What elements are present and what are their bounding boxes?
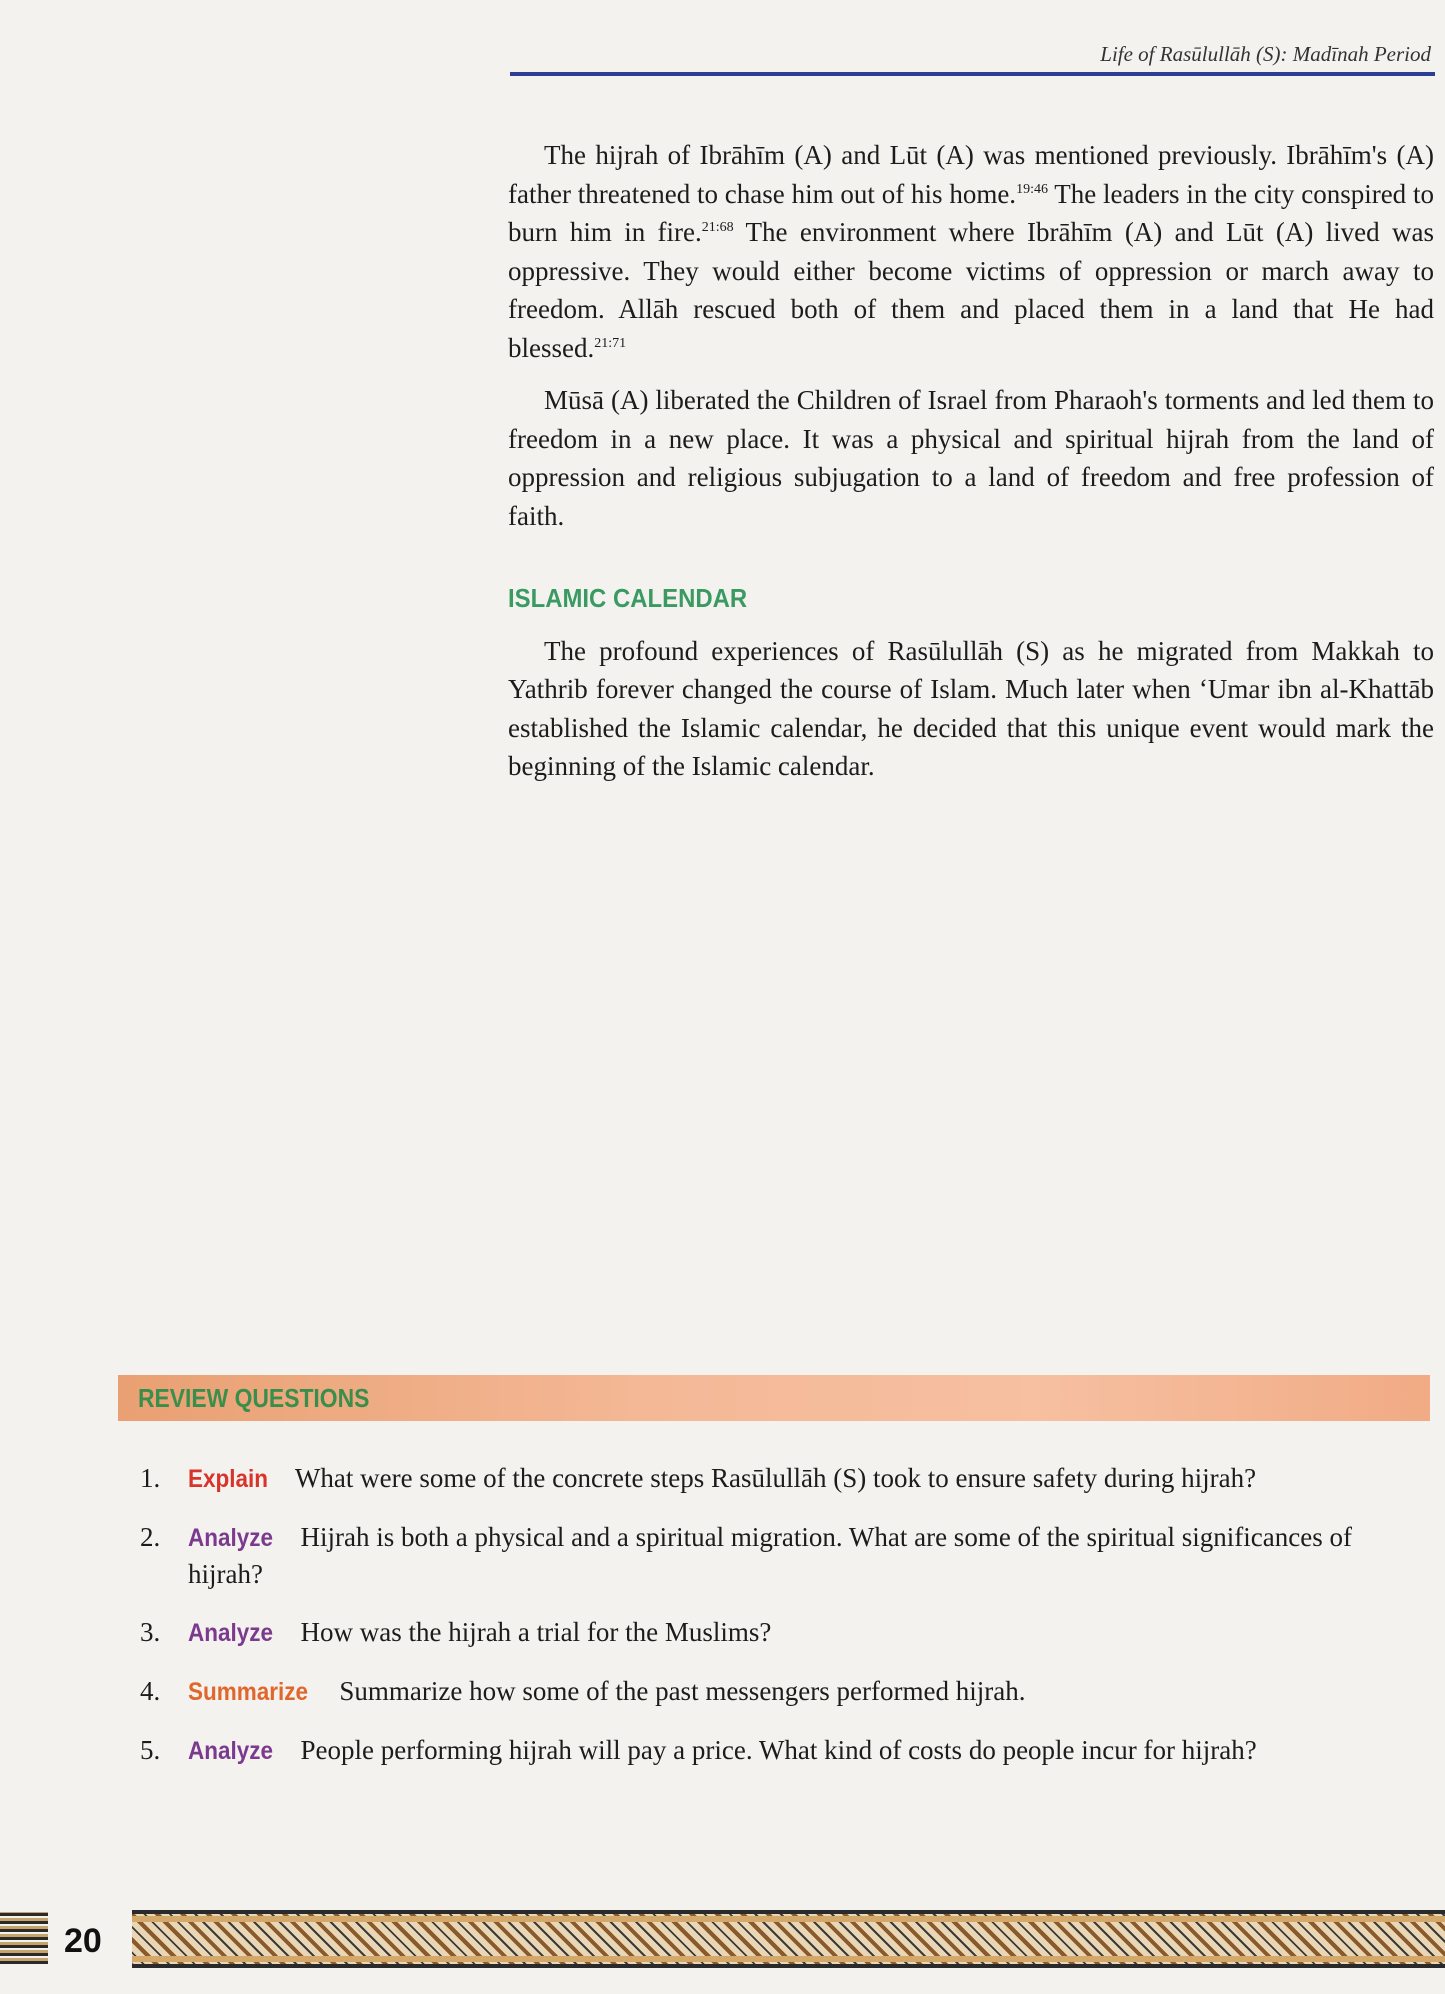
review-question xyxy=(140,1519,1430,1592)
question-skill-tag: Analyze xyxy=(188,1737,274,1765)
review-questions-banner xyxy=(118,1375,1430,1421)
question-number: 1. xyxy=(140,1463,161,1493)
review-question xyxy=(140,1673,1430,1710)
question-text: What were some of the concrete steps Rasūlullāh (S) took to ensure safety during hijrah? xyxy=(294,1463,1257,1493)
paragraph-text-segment: The leaders in the city conspired to burn him in fire. xyxy=(508,178,1434,247)
review-questions-title: REVIEW QUESTIONS xyxy=(138,1383,370,1413)
verse-reference: 21:71 xyxy=(594,335,627,351)
running-header xyxy=(510,42,1435,76)
question-skill-tag: Explain xyxy=(188,1465,269,1493)
question-text: Hijrah is both a physical and a spiritual migration. What are some of the spiritual significances of hijrah? xyxy=(188,1522,1352,1589)
question-text: People performing hijrah will pay a price. What kind of costs do people incur for hijrah? xyxy=(300,1735,1257,1765)
question-text: Summarize how some of the past messengers performed hijrah. xyxy=(339,1676,1026,1706)
question-text: How was the hijrah a trial for the Muslims? xyxy=(300,1617,772,1647)
question-number: 3. xyxy=(140,1617,161,1647)
question-number: 5. xyxy=(140,1735,161,1765)
paragraph-text-segment: The environment where Ibrāhīm (A) and Lūt (A) lived was oppressive. They would either become victims of oppression or march away to freedom. Allāh rescued both of them and placed them in a land that He had blessed. xyxy=(508,217,1435,363)
question-skill-tag: Analyze xyxy=(188,1619,274,1647)
review-question xyxy=(140,1460,1430,1497)
question-number: 2. xyxy=(140,1522,161,1552)
running-title: Life of Rasūlullāh (S): Madīnah Period xyxy=(1100,42,1431,66)
page-number: 20 xyxy=(64,1922,102,1960)
review-question xyxy=(140,1732,1430,1769)
question-number: 4. xyxy=(140,1676,161,1706)
verse-reference: 21:68 xyxy=(701,220,734,235)
footer-ornament-band xyxy=(132,1910,1445,1968)
verse-reference: 19:46 xyxy=(1016,181,1048,197)
review-question xyxy=(140,1614,1430,1651)
section-heading-islamic-calendar: ISLAMIC CALENDAR xyxy=(508,583,748,613)
question-skill-tag: Summarize xyxy=(188,1678,309,1706)
main-text xyxy=(508,136,1434,800)
paragraph-musa: Mūsā (A) liberated the Children of Israel from Pharaoh's torments and led them to freedom in a new place. It was a physical and spiritual hijrah from the land of oppression and religious subjugation to a land of freedom and free profession of faith. xyxy=(508,385,1434,531)
paragraph-islamic-calendar: The profound experiences of Rasūlullāh (S) as he migrated from Makkah to Yathrib forever changed the course of Islam. Much later when ‘Umar ibn al-Khattāb established the Islamic calendar, he decided that this unique event would mark the beginning of the Islamic calendar. xyxy=(508,635,1434,781)
paragraph-text-segment: The hijrah of Ibrāhīm (A) and Lūt (A) was mentioned previously. Ibrāhīm's (A) father threatened to chase him out of his home. xyxy=(508,140,1434,209)
question-skill-tag: Analyze xyxy=(188,1524,274,1552)
paragraph-ibrahim-lut xyxy=(508,136,1434,367)
review-questions-list xyxy=(140,1460,1430,1791)
footer-ornament-left xyxy=(0,1912,48,1964)
